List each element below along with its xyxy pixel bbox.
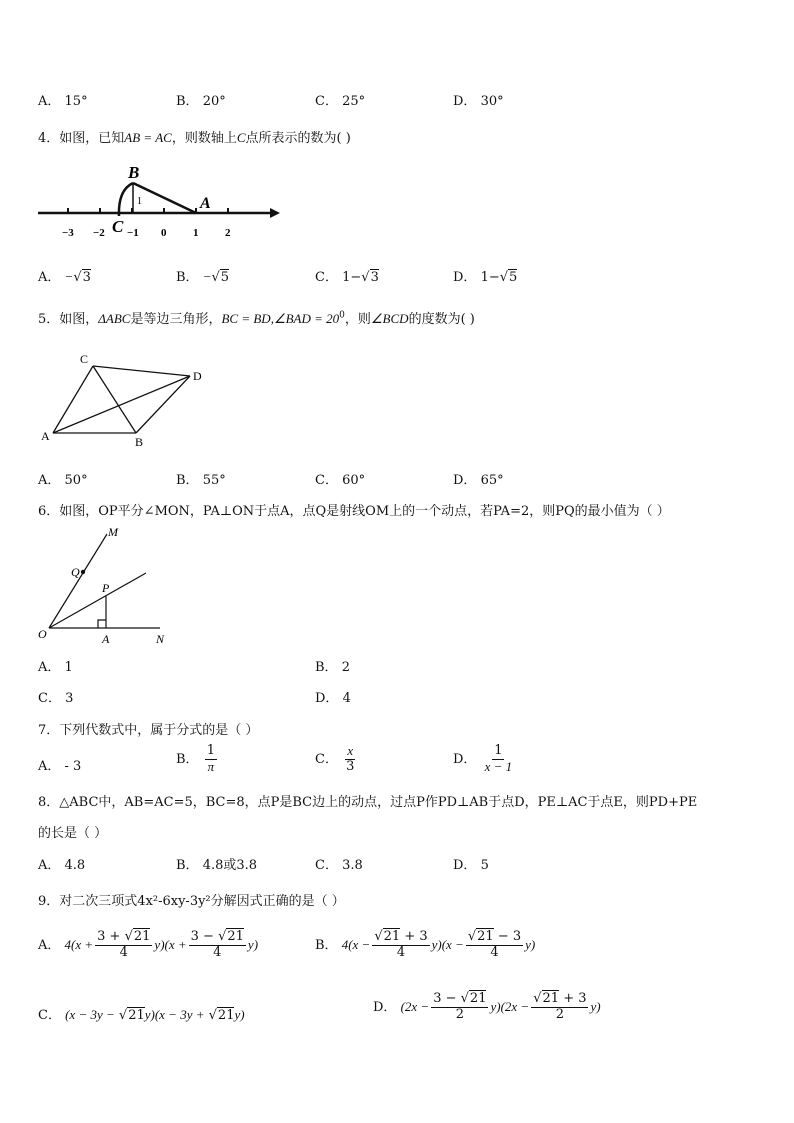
q3-option-c: C． 25° — [315, 94, 366, 109]
label-p: P — [102, 581, 110, 595]
q8-option-a: A． 4.8 — [38, 858, 86, 873]
q9-stem: 9．对二次三项式4x²-6xy-3y²分解因式正确的是（ ） — [38, 894, 345, 909]
q5-option-b: B． 55° — [176, 473, 226, 488]
q8-stem-line1: 8．△ABC中，AB=AC=5，BC=8，点P是BC边上的动点，过点P作PD⊥AB于点D，PE⊥AC于点E，则PD+PE — [38, 795, 698, 810]
label-a: A — [102, 632, 110, 646]
q4-option-b: B． −√5 — [176, 269, 230, 285]
tick-label-2: 2 — [225, 227, 231, 239]
point-q — [81, 570, 85, 574]
q3-option-b: B． 20° — [176, 94, 226, 109]
q7-option-b: B． $\frac{1}{\pi}$ — [176, 743, 215, 774]
label-c: C — [80, 352, 89, 366]
q9-option-c: C． (x − 3y − √21y)(x − 3y + √21y) — [38, 1007, 245, 1023]
tick-label-neg3: −3 — [62, 227, 74, 239]
label-o: O — [38, 627, 47, 641]
tick-label-1: 1 — [193, 227, 199, 239]
q5-figure — [38, 348, 213, 453]
q5-stem: 5．如图，ΔABC是等边三角形，BC = BD,∠BAD = $20^0$，则∠BCD的度数为( ) — [38, 310, 475, 327]
q8-option-b: B． 4.8或3.8 — [176, 858, 258, 873]
label-a: A — [41, 429, 50, 443]
q7-option-d: D． $\frac{1}{x - 1}$ — [453, 743, 513, 774]
q5-option-a: A． 50° — [38, 473, 88, 488]
q3-option-a: A． 15° — [38, 94, 88, 109]
q9-option-b: B． 4(x − $\frac{√21 + 3}{4}$ y)(x − $\frac{√21 - 3}{4}$ y) — [315, 929, 536, 960]
q5-option-d: D． 65° — [453, 473, 504, 488]
label-n: N — [156, 632, 165, 646]
label-q: Q — [71, 565, 80, 579]
q8-option-d: D． 5 — [453, 858, 489, 873]
label-b: B — [128, 163, 140, 182]
q7-option-a: A． - 3 — [38, 759, 82, 774]
q5-option-c: C． 60° — [315, 473, 366, 488]
q6-figure — [34, 522, 179, 647]
q4-number-line-figure — [30, 158, 290, 243]
q8-stem-line2: 的长是（ ） — [38, 826, 108, 841]
q4-option-d: D． 1−√5 — [453, 270, 518, 285]
q6-option-c: C． 3 — [38, 691, 74, 706]
q7-option-c: C． $\frac{x}{3}$ — [315, 743, 355, 774]
label-d: D — [193, 369, 202, 383]
q6-stem: 6．如图，OP平分∠MON，PA⊥ON于点A，点Q是射线OM上的一个动点，若PA=2，则PQ的最小值为（ ） — [38, 504, 670, 519]
q6-option-d: D． 4 — [315, 691, 351, 706]
q7-stem: 7．下列代数式中，属于分式的是（ ） — [38, 723, 259, 738]
tick-label-neg2: −2 — [93, 227, 105, 239]
label-m: M — [108, 525, 118, 539]
q4-stem: 4．如图，已知AB = AC，则数轴上C点所表示的数为( ) — [38, 130, 351, 146]
q6-option-b: B． 2 — [315, 660, 350, 675]
arc-bc — [119, 183, 133, 216]
q4-option-c: C． 1−√3 — [315, 270, 379, 285]
q8-option-c: C． 3.8 — [315, 858, 363, 873]
label-one-height: 1 — [137, 196, 142, 207]
q4-option-a: A． −√3 — [38, 269, 91, 285]
q9-option-d: D． (2x − $\frac{3 - √21}{2}$ y)(2x − $\frac{√21 + 3}{2}$ y) — [373, 991, 601, 1022]
q3-option-d: D． 30° — [453, 94, 504, 109]
label-b: B — [135, 435, 144, 449]
label-c: C — [112, 217, 124, 236]
q9-option-a: A． 4(x + $\frac{3 + √21}{4}$ y)(x + $\frac{3 - √21}{4}$ y) — [38, 929, 259, 960]
label-a: A — [200, 195, 211, 212]
q6-option-a: A． 1 — [38, 660, 73, 675]
tick-label-0: 0 — [161, 227, 167, 239]
tick-label-neg1: −1 — [127, 227, 139, 239]
